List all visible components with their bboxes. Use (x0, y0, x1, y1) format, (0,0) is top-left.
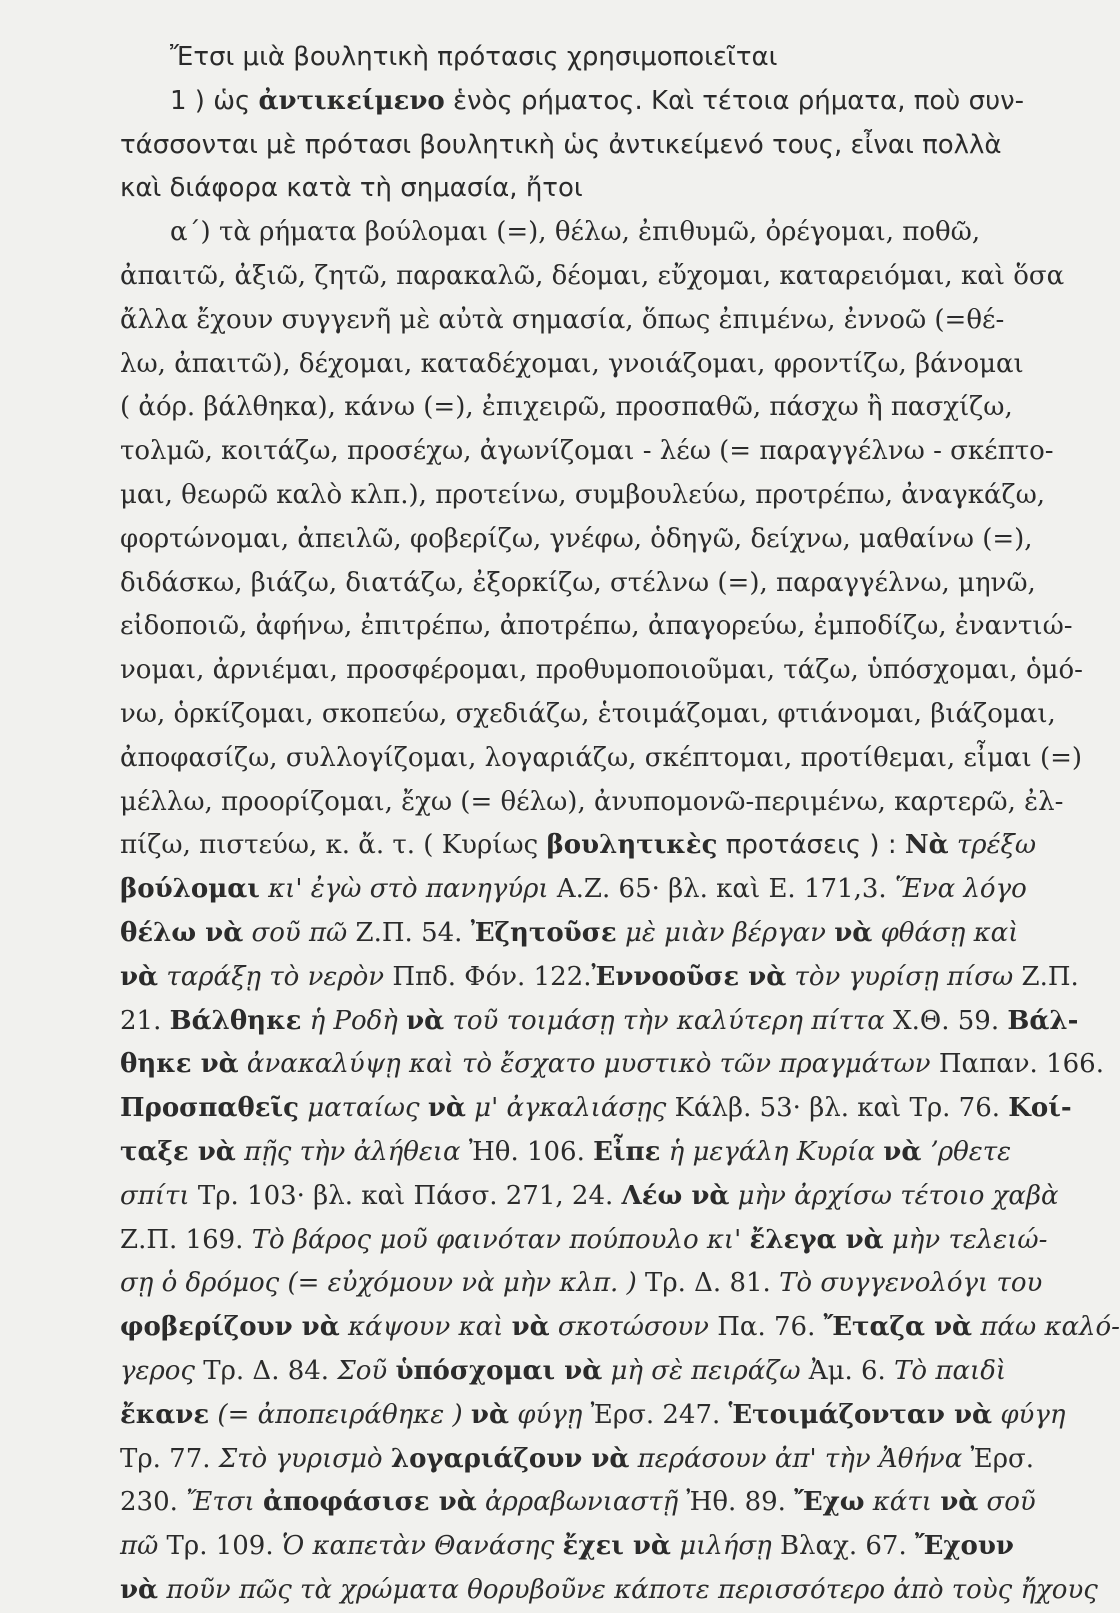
text-run: φύγῃ (508, 1399, 583, 1430)
text-line (120, 649, 1083, 693)
text-run: μέλλω, προορίζομαι, ἔχω (= θέλω), ἀνυπομονῶ-περιμένω, καρτερῶ, ἐλ- (120, 786, 1064, 817)
text-line (120, 1306, 1120, 1350)
text-run: Ζ.Π. 54. (347, 917, 471, 948)
text-run: μὲ μιὰν βέργαν (616, 917, 835, 948)
text-run: Ἐρσ. (962, 1443, 1035, 1474)
text-run: Ἠθ. 106. (460, 1136, 594, 1167)
text-run: σοῦ (978, 1487, 1036, 1518)
text-line (120, 737, 1083, 781)
text-run: Βάλθηκε (169, 1005, 302, 1036)
text-run: Τὸ βάρος μοῦ φαινόταν πούπουλο κι' (251, 1224, 750, 1255)
text-line (120, 1043, 1104, 1087)
text-run: ματαίως (298, 1093, 428, 1124)
text-run: Α.Ζ. 65· βλ. καὶ Ε. 171,3. (548, 874, 895, 905)
text-line (120, 1394, 1066, 1438)
text-run: φορτώνομαι, ἀπειλῶ, φοβερίζω, γνέφω, ὁδηγῶ, δείχνω, μαθαίνω (=), (120, 523, 1033, 554)
text-run: γερος (120, 1355, 195, 1386)
text-run: βούλομαι (120, 874, 260, 905)
text-run: πῇς τὴν ἀλήθεια (235, 1136, 461, 1167)
text-run: νὰ (470, 1399, 509, 1430)
text-run: Ὁ καπετὰν Θανάσης (281, 1531, 563, 1562)
text-run: Πα. 76. (708, 1312, 824, 1343)
text-line (120, 781, 1064, 825)
text-line (120, 1175, 1059, 1219)
text-run: σκοτώσουν (549, 1312, 709, 1343)
text-run: Κάλβ. 53· βλ. καὶ Τρ. 76. (666, 1093, 1009, 1124)
text-line (120, 1481, 1044, 1525)
text-run: νὰ (406, 1005, 445, 1036)
text-run: λω, ἀπαιτῶ), δέχομαι, καταδέχομαι, γνοιάζομαι, φροντίζω, βάνομαι (120, 348, 1024, 379)
text-run: νὰ (511, 1312, 550, 1343)
text-run: φύγη (992, 1399, 1066, 1430)
text-run: ἀποφάσισε νὰ (262, 1487, 477, 1518)
text-run: Ἕνα λόγο (894, 874, 1027, 905)
text-run: τὸν γυρίσῃ πίσω (786, 961, 1014, 992)
text-run: εἰδοποιῶ, ἀφήνω, ἐπιτρέπω, ἀποτρέπω, ἀπαγορεύω, ἐμποδίζω, ἐναντιώ- (120, 611, 1073, 642)
text-run: Κοί- (1008, 1093, 1072, 1124)
text-line (120, 80, 1044, 124)
text-run: σπίτι (120, 1180, 190, 1211)
text-line (120, 474, 1044, 518)
text-run: Ἀμ. 6. (800, 1355, 895, 1386)
text-line (120, 124, 1044, 168)
text-run: ἡ Ροδὴ (301, 1005, 407, 1036)
text-run: Ἔχουν (915, 1531, 1014, 1562)
text-run: (= ἀποπειράθηκε ) (209, 1399, 471, 1430)
text-line (120, 693, 1056, 737)
text-line (120, 167, 1044, 211)
text-run: Ἐζητοῦσε (470, 917, 617, 948)
text-run: 1 ) ὡς (170, 85, 259, 116)
text-run: 21. (120, 1005, 170, 1036)
text-run: πίζω, πιστεύω, κ. ἄ. τ. ( Κυρίως (120, 830, 547, 861)
text-run: Χ.Θ. 59. (884, 1005, 1008, 1036)
text-run: Ππδ. Φόν. 122. (384, 961, 592, 992)
text-run: διδάσκω, βιάζω, διατάζω, ἐξορκίζω, στέλνω (=), παραγγέλνω, μηνῶ, (120, 567, 1036, 598)
text-run: Νὰ (904, 830, 949, 861)
text-line (120, 868, 1044, 912)
text-run: λογαριάζουν νὰ (390, 1443, 630, 1474)
text-line (120, 1569, 1098, 1613)
text-run: ἀπαιτῶ, ἀξιῶ, ζητῶ, παρακαλῶ, δέομαι, εὔχομαι, καταρειόμαι, καὶ ὅσα (120, 260, 1065, 291)
text-line (120, 1438, 1044, 1482)
text-run: Ἔτσι (186, 1487, 263, 1518)
text-run: 230. (120, 1487, 187, 1518)
text-run: Λέω νὰ (621, 1180, 730, 1211)
text-line (120, 912, 1044, 956)
text-run: Ζ.Π. (1013, 961, 1079, 992)
text-run: νὰ (940, 1487, 979, 1518)
text-run: Τρ. 109. (158, 1531, 282, 1562)
text-run: τοῦ τοιμάσῃ τὴν καλύτερη πίττα (444, 1005, 885, 1036)
text-run: καὶ διάφορα κατὰ τὴ σημασία, ἤτοι (120, 173, 583, 204)
text-line (120, 1219, 1048, 1263)
text-run: ποῦν πῶς τὰ χρώματα θορυβοῦνε κάποτε περισσότερο ἀπὸ τοὺς ἤχους (158, 1574, 1098, 1605)
text-line (120, 956, 1079, 1000)
text-run: ἔλεγα νὰ (749, 1224, 884, 1255)
text-run: Τὸ συγγενολόγι του (779, 1268, 1043, 1299)
text-run: τάσσονται μὲ πρότασι βουλητικὴ ὡς ἀντικείμενό τους, εἶναι πολλὰ (120, 129, 1002, 160)
text-run: θηκε νὰ (120, 1049, 239, 1080)
text-run: περάσουν ἀπ' τὴν Ἀθήνα (629, 1443, 963, 1474)
text-line (120, 518, 1044, 562)
text-run: τολμῶ, κοιτάζω, προσέχω, ἀγωνίζομαι - λέω (= παραγγέλνω - σκέπτο- (120, 436, 1054, 467)
text-run: νὰ (883, 1136, 922, 1167)
text-run: Τὸ παιδὶ (894, 1355, 1007, 1386)
text-run: θέλω νὰ (120, 917, 244, 948)
text-run: Ἔχω (794, 1487, 865, 1518)
text-run: Ἐννοοῦσε νὰ (591, 961, 787, 992)
text-run: μαι, θεωρῶ καλὸ κλπ.), προτείνω, συμβουλεύω, προτρέπω, ἀναγκάζω, (120, 479, 1046, 510)
text-line (120, 386, 1044, 430)
text-run: μ' ἀγκαλιάσῃς (465, 1093, 667, 1124)
text-run: ταξε νὰ (120, 1136, 236, 1167)
text-run: ταράξῃ τὸ νερὸν (158, 961, 385, 992)
text-run: φοβερίζουν νὰ (120, 1312, 340, 1343)
text-run: ἔκανε (120, 1399, 210, 1430)
text-run: σῃ ὁ δρόμος (= εὐχόμουν νὰ μὴν κλπ. ) (120, 1268, 637, 1299)
text-run: Στὸ γυρισμὸ (218, 1443, 391, 1474)
text-line (120, 1262, 1044, 1306)
text-run: ἀντικείμενο (258, 85, 445, 116)
text-line (120, 562, 1044, 606)
text-line (120, 299, 1044, 343)
text-run: Τρ. 103· βλ. καὶ Πάσσ. 271, 24. (189, 1180, 622, 1211)
text-run: Παπαν. 166. (930, 1049, 1104, 1080)
text-line (120, 36, 1044, 80)
text-run: ἄλλα ἔχουν συγγενῆ μὲ αὐτὰ σημασία, ὅπως ἐπιμένω, ἐννοῶ (=θέ- (120, 304, 1005, 335)
text-run: Ἠθ. 89. (678, 1487, 795, 1518)
text-run: μὴν τελειώ- (883, 1224, 1048, 1255)
text-run: Προσπαθεῖς (120, 1093, 299, 1124)
text-run: Βλαχ. 67. (771, 1531, 915, 1562)
text-run: κι' ἐγὼ στὸ πανηγύρι (259, 874, 549, 905)
text-run: νὰ (120, 1574, 159, 1605)
text-run: προτάσεις ) : (717, 830, 905, 861)
text-run: κάτι (864, 1487, 941, 1518)
text-line (120, 1525, 1044, 1569)
text-run: νὰ (834, 917, 873, 948)
text-run: α΄) τὰ ρήματα βούλομαι (=), θέλω, ἐπιθυμῶ, ὀρέγομαι, ποθῶ, (170, 217, 981, 248)
text-line (120, 430, 1054, 474)
text-run: ἀνακαλύψῃ καὶ τὸ ἔσχατο μυστικὸ τῶν πραγμάτων (238, 1049, 931, 1080)
text-run: Ἔτσι μιὰ βουλητικὴ πρότασις χρησιμοποιεῖται (170, 42, 778, 72)
text-run: τρέξω (948, 830, 1037, 861)
text-run: κάψουν καὶ (339, 1312, 512, 1343)
text-run: πάω καλό- (972, 1312, 1120, 1343)
text-run: Ἔταζα νὰ (823, 1312, 973, 1343)
text-run: φθάσῃ καὶ (872, 917, 1019, 948)
text-line (120, 824, 1044, 868)
text-run: Τρ. Δ. 84. (195, 1355, 338, 1386)
text-run: βουλητικὲς (546, 830, 718, 861)
text-line (120, 1350, 1044, 1394)
text-run: Εἶπε (593, 1136, 661, 1167)
text-run: νὰ (120, 961, 159, 992)
text-run: ἑνὸς ρήματος. Καὶ τέτοια ρήματα, ποὺ συν- (444, 85, 1025, 116)
text-line (120, 1131, 1044, 1175)
text-line (120, 605, 1073, 649)
text-run: ἡ μεγάλη Κυρία (660, 1136, 884, 1167)
text-run: πῶ (120, 1531, 159, 1562)
text-run: σοῦ πῶ (243, 917, 348, 948)
text-line (120, 211, 1044, 255)
text-run: νομαι, ἀρνιέμαι, προσφέρομαι, προθυμοποιοῦμαι, τάζω, ὑπόσχομαι, ὁμό- (120, 655, 1083, 686)
text-run: Βάλ- (1007, 1005, 1079, 1036)
text-run: ὑπόσχομαι νὰ (395, 1355, 603, 1386)
text-line (120, 1000, 1079, 1044)
text-line (120, 255, 1065, 299)
text-line (120, 1087, 1072, 1131)
text-run: Ζ.Π. 169. (120, 1224, 252, 1255)
text-run: νω, ὁρκίζομαι, σκοπεύω, σχεδιάζω, ἑτοιμάζομαι, φτιάνομαι, βιάζομαι, (120, 698, 1056, 729)
text-run: Ἐρσ. 247. (582, 1399, 729, 1430)
text-run: Τρ. 77. (120, 1443, 219, 1474)
text-line (120, 343, 1044, 387)
text-run: ἔχει νὰ (562, 1531, 671, 1562)
text-run: ἀρραβωνιαστῇ (476, 1487, 679, 1518)
text-run: Τρ. Δ. 81. (636, 1268, 780, 1299)
text-run: ( ἀόρ. βάλθηκα), κάνω (=), ἐπιχειρῶ, προσπαθῶ, πάσχω ἢ πασχίζω, (120, 392, 1013, 423)
text-run: μὴν ἀρχίσω τέτοιο χαβὰ (729, 1180, 1059, 1211)
text-run: Ἑτοιμάζονταν νὰ (728, 1399, 993, 1430)
text-run: νὰ (427, 1093, 466, 1124)
text-run: μὴ σὲ πειράζω (602, 1355, 801, 1386)
text-run: ʼρθετε (921, 1136, 1012, 1167)
text-run: μιλήσῃ (670, 1531, 772, 1562)
text-run: Σοῦ (337, 1355, 396, 1386)
text-run: ἀποφασίζω, συλλογίζομαι, λογαριάζω, σκέπτομαι, προτίθεμαι, εἶμαι (=) (120, 742, 1083, 773)
